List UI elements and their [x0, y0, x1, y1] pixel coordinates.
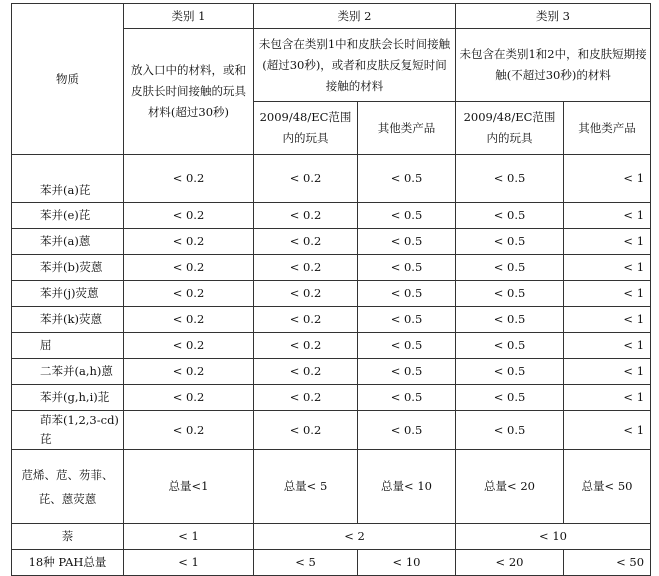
limit-value: < 1 [124, 550, 254, 576]
substance-name: 苯并(j)荧蒽 [12, 281, 124, 307]
limit-value: < 0.5 [358, 229, 456, 255]
substance-name: 苯并(k)荧蒽 [12, 307, 124, 333]
limit-value: < 20 [456, 550, 564, 576]
limit-value: < 0.2 [124, 255, 254, 281]
total-limit-value: 总量< 5 [254, 450, 358, 524]
substance-name: 18种 PAH总量 [12, 550, 124, 576]
limit-value: < 10 [456, 524, 651, 550]
category-2-description: 未包含在类别1中和皮肤会长时间接触(超过30秒)，或者和皮肤反复短时间接触的材料 [254, 29, 456, 102]
limit-value: < 0.2 [254, 155, 358, 203]
limit-value: < 0.2 [254, 333, 358, 359]
category-1-description: 放入口中的材料，或和皮肤长时间接触的玩具材料(超过30秒) [124, 29, 254, 155]
category-3-header: 类别 3 [456, 4, 651, 29]
substance-name: 二苯并(a,h)蒽 [12, 359, 124, 385]
limit-value: < 0.2 [254, 307, 358, 333]
limit-value: < 0.5 [358, 203, 456, 229]
substance-name: 苯并(g,h,i)苝 [12, 385, 124, 411]
limit-value: < 1 [564, 307, 651, 333]
limit-value: < 0.2 [124, 229, 254, 255]
limit-value: < 0.5 [456, 203, 564, 229]
limit-value: < 0.5 [358, 359, 456, 385]
limit-value: < 0.5 [456, 333, 564, 359]
pah-limits-table [11, 3, 651, 576]
total-limit-value: 总量< 50 [564, 450, 651, 524]
limit-value: < 1 [564, 333, 651, 359]
limit-value: < 0.2 [254, 203, 358, 229]
limit-value: < 0.5 [456, 229, 564, 255]
limit-value: < 0.5 [456, 385, 564, 411]
limit-value: < 0.2 [124, 359, 254, 385]
limit-value: < 50 [564, 550, 651, 576]
substance-name: 苯并(e)芘 [12, 203, 124, 229]
limit-value: < 0.5 [456, 255, 564, 281]
limit-value: < 0.5 [358, 255, 456, 281]
substance-name: 萘 [12, 524, 124, 550]
limit-value: < 0.2 [124, 281, 254, 307]
category-3-other-header: 其他类产品 [564, 102, 651, 155]
substance-name: 苯并(b)荧蒽 [12, 255, 124, 281]
category-2-toys-header: 2009/48/EC范围内的玩具 [254, 102, 358, 155]
limit-value: < 0.2 [124, 333, 254, 359]
limit-value: < 0.5 [456, 359, 564, 385]
limit-value: < 0.2 [254, 385, 358, 411]
limit-value: < 0.5 [456, 411, 564, 450]
limit-value: < 1 [564, 203, 651, 229]
limit-value: < 1 [564, 255, 651, 281]
limit-value: < 0.5 [358, 281, 456, 307]
limit-value: < 0.2 [124, 155, 254, 203]
limit-value: < 0.5 [358, 333, 456, 359]
limit-value: < 0.2 [254, 229, 358, 255]
substance-group-name: 苊烯、苊、芴菲、芘、蒽荧蒽 [12, 450, 124, 524]
limit-value: < 0.2 [124, 411, 254, 450]
total-limit-value: 总量< 10 [358, 450, 456, 524]
limit-value: < 0.2 [124, 385, 254, 411]
limit-value: < 0.5 [456, 155, 564, 203]
total-limit-value: 总量< 20 [456, 450, 564, 524]
limit-value: < 1 [564, 359, 651, 385]
limit-value: < 2 [254, 524, 456, 550]
category-3-toys-header: 2009/48/EC范围内的玩具 [456, 102, 564, 155]
limit-value: < 0.2 [124, 203, 254, 229]
limit-value: < 5 [254, 550, 358, 576]
limit-value: < 0.5 [358, 307, 456, 333]
limit-value: < 0.2 [254, 359, 358, 385]
limit-value: < 1 [124, 524, 254, 550]
limit-value: < 0.5 [456, 307, 564, 333]
category-2-other-header: 其他类产品 [358, 102, 456, 155]
category-2-header: 类别 2 [254, 4, 456, 29]
limit-value: < 0.5 [456, 281, 564, 307]
category-1-header: 类别 1 [124, 4, 254, 29]
limit-value: < 1 [564, 229, 651, 255]
limit-value: < 0.2 [254, 411, 358, 450]
limit-value: < 0.5 [358, 155, 456, 203]
substance-name: 茚苯(1,2,3-cd)芘 [12, 411, 124, 450]
substance-name: 屈 [12, 333, 124, 359]
limit-value: < 1 [564, 411, 651, 450]
limit-value: < 1 [564, 385, 651, 411]
limit-value: < 10 [358, 550, 456, 576]
limit-value: < 0.5 [358, 385, 456, 411]
limit-value: < 0.2 [254, 281, 358, 307]
limit-value: < 1 [564, 155, 651, 203]
substance-name: 苯并(a)蒽 [12, 229, 124, 255]
category-3-description: 未包含在类别1和2中，和皮肤短期接触(不超过30秒)的材料 [456, 29, 651, 102]
substance-header: 物质 [12, 4, 124, 155]
limit-value: < 1 [564, 281, 651, 307]
limit-value: < 0.5 [358, 411, 456, 450]
total-limit-value: 总量<1 [124, 450, 254, 524]
limit-value: < 0.2 [124, 307, 254, 333]
limit-value: < 0.2 [254, 255, 358, 281]
substance-name: 苯并(a)芘 [12, 155, 124, 203]
